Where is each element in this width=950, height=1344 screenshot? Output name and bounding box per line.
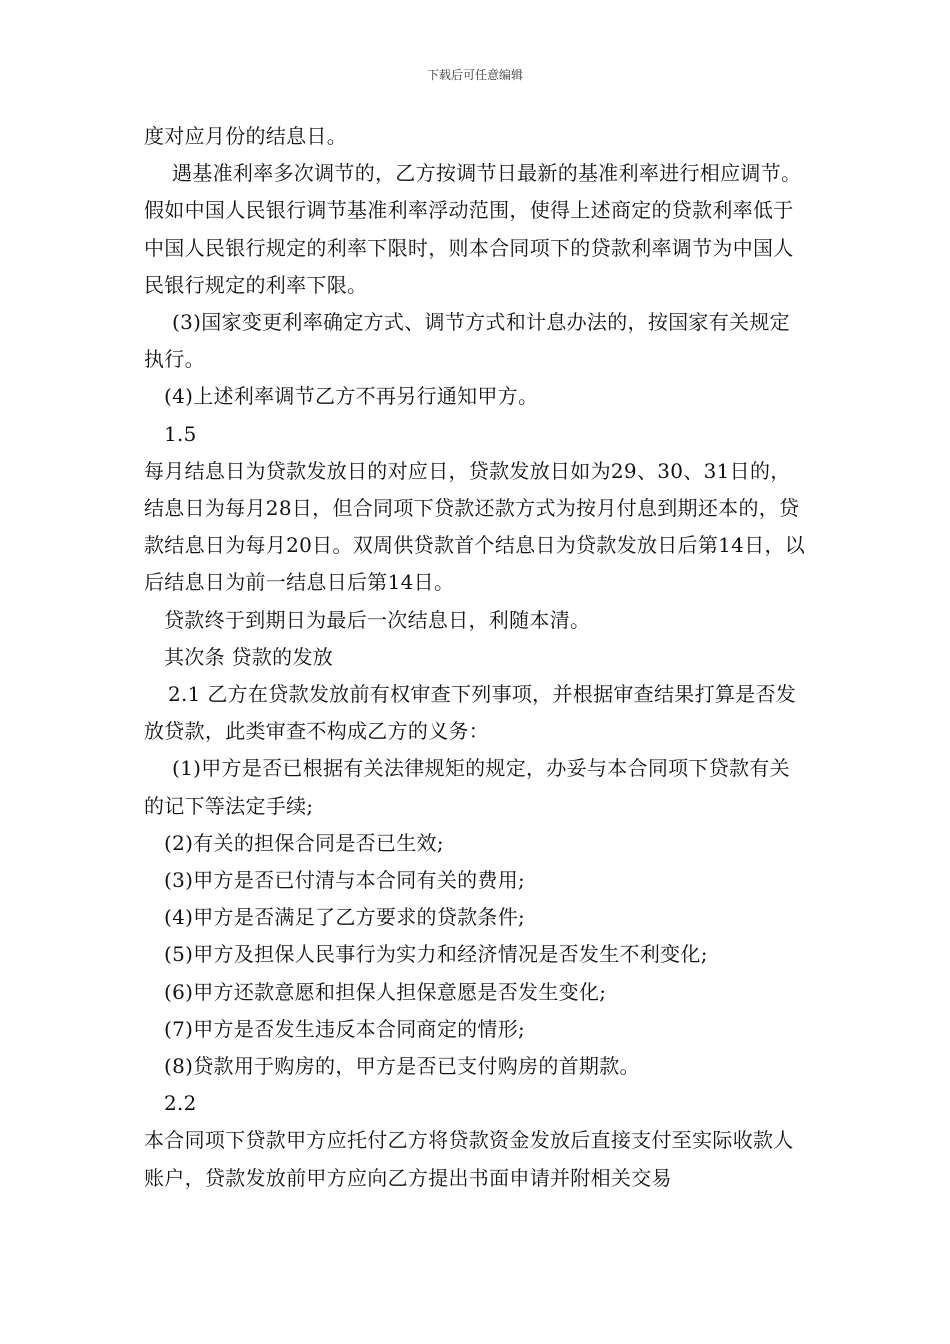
paragraph: (4)上述利率调节乙方不再另行通知甲方。	[164, 384, 539, 409]
list-item: (8)贷款用于购房的，甲方是否已支付购房的首期款。	[164, 1054, 640, 1079]
page-header-note: 下载后可任意编辑	[426, 68, 523, 82]
list-item: (3)甲方是否已付清与本合同有关的费用;	[164, 868, 526, 893]
list-item: (5)甲方及担保人民事行为实力和经济情况是否发生不利变化;	[164, 942, 708, 967]
list-item: (4)甲方是否满足了乙方要求的贷款条件;	[164, 905, 526, 930]
paragraph: 本合同项下贷款甲方应托付乙方将贷款资金发放后直接支付至实际收款人账户，贷款发放前甲方应向乙方提出书面申请并附相关交易	[144, 1128, 794, 1190]
section-heading: 其次条 贷款的发放	[164, 644, 334, 669]
list-item: (6)甲方还款意愿和担保人担保意愿是否发生变化;	[164, 979, 607, 1004]
section-number: 1.5	[164, 421, 197, 446]
paragraph: 2.1 乙方在贷款发放前有权审查下列事项，并根据审查结果打算是否发放贷款，此类审查不构成乙方的义务：	[144, 682, 797, 744]
paragraph: 度对应月份的结息日。	[144, 124, 347, 148]
list-item: (1)甲方是否已根据有关法律规矩的规定，办妥与本合同项下贷款有关的记下等法定手续;	[144, 756, 790, 818]
paragraph: 贷款终于到期日为最后一次结息日，利随本清。	[164, 607, 591, 632]
document-body	[144, 118, 808, 1197]
list-item: (2)有关的担保合同是否已生效;	[164, 830, 444, 855]
paragraph: 遇基准利率多次调节的，乙方按调节日最新的基准利率进行相应调节。假如中国人民银行调节基准利率浮动范围，使得上述商定的贷款利率低于中国人民银行规定的利率下限时，则本合同项下的贷款利率调节为中国人民银行规定的利率下限。	[144, 161, 802, 297]
paragraph: 每月结息日为贷款发放日的对应日，贷款发放日如为29、30、31日的，结息日为每月28日，但合同项下贷款还款方式为按月付息到期还本的，贷款结息日为每月20日。双周供贷款首个结息日为贷款发放日后第14日，以后结息日为前一结息日后第14日。	[144, 458, 806, 595]
paragraph: (3)国家变更利率确定方式、调节方式和计息办法的，按国家有关规定执行。	[144, 310, 790, 372]
section-number: 2.2	[164, 1091, 197, 1116]
list-item: (7)甲方是否发生违反本合同商定的情形;	[164, 1016, 526, 1041]
